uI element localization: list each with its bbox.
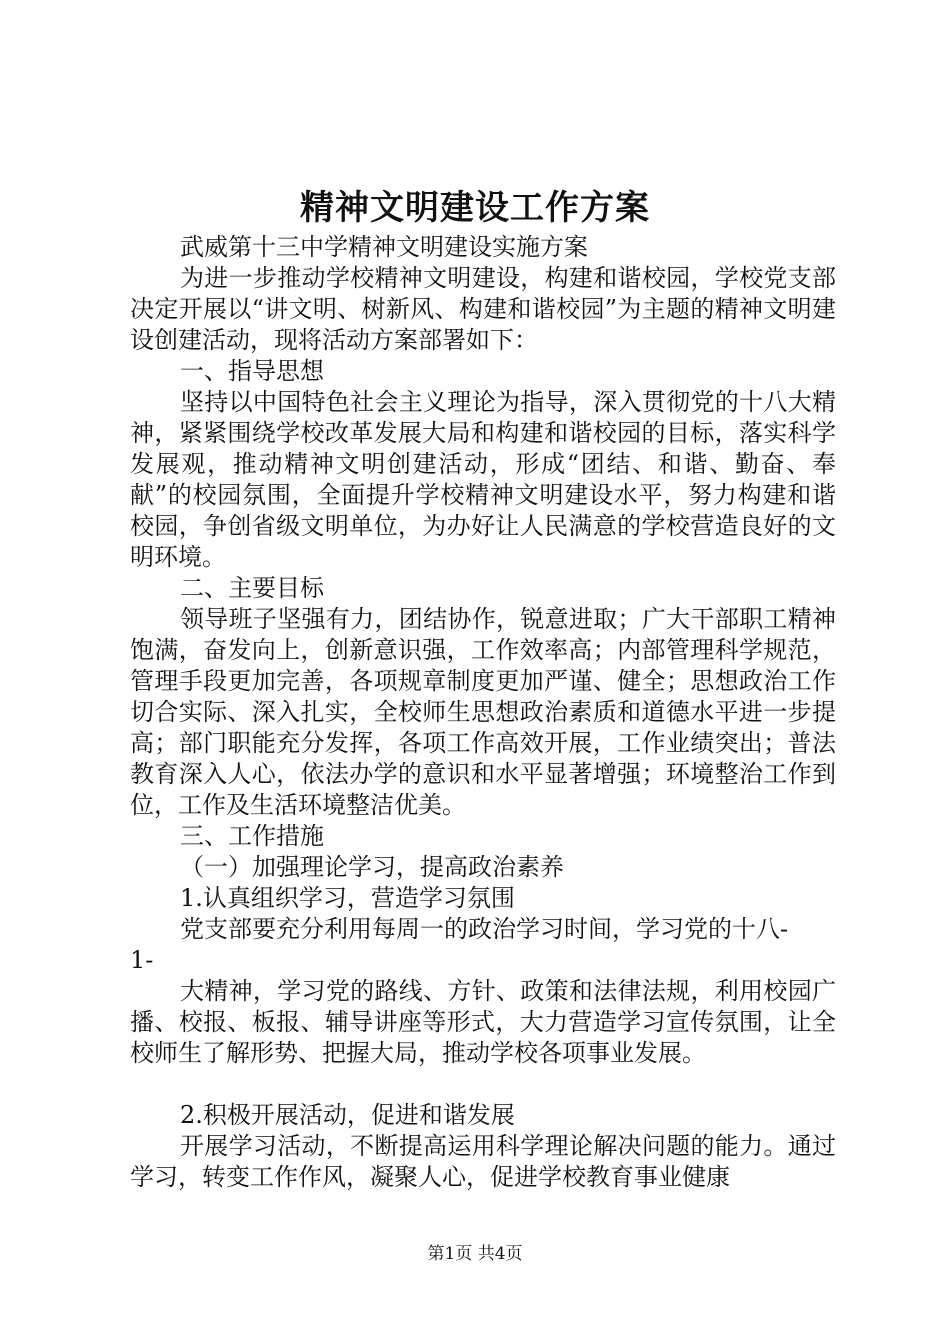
item-heading-organize-study: 1.认真组织学习，营造学习氛围: [180, 884, 515, 912]
subtitle-paragraph: 武威第十三中学精神文明建设实施方案: [180, 233, 588, 261]
main-goals-paragraph: 领导班子坚强有力，团结协作，锐意进取；广大干部职工精神饱满，奋发向上，创新意识强，工作效率高；内部管理科学规范，管理手段更加完善，各项规章制度更加严谨、健全；思想政治工作切合实际、深入扎实，全校师生思想政治素质和道德水平进一步提高；部门职能充分发挥，各项工作高效开展，工作业绩突出；普法教育深入人心，依法办学的意识和水平显著增强；环境整治工作到位，工作及生活环境整洁优美。: [130, 605, 836, 819]
guiding-ideology-paragraph: 坚持以中国特色社会主义理论为指导，深入贯彻党的十八大精神，紧紧围绕学校改革发展大局和构建和谐校园的目标，落实科学发展观，推动精神文明创建活动，形成“团结、和谐、勤奋、奉献”的校园氛围，全面提升学校精神文明建设水平，努力构建和谐校园，争创省级文明单位，为办好让人民满意的学校营造良好的文明环境。: [130, 388, 836, 571]
document-body: [130, 232, 836, 1193]
item-heading-activities: 2.积极开展活动，促进和谐发展: [180, 1101, 515, 1129]
inline-page-marker: 1-: [130, 946, 154, 974]
activities-paragraph: 开展学习活动，不断提高运用科学理论解决问题的能力。通过学习，转变工作作风，凝聚人心，促进学校教育事业健康: [130, 1132, 836, 1191]
document-title: 精神文明建设工作方案: [300, 188, 650, 228]
page-footer: 第1页 共4页: [427, 1244, 523, 1264]
section-heading-guiding-ideology: 一、指导思想: [180, 357, 324, 385]
paragraph-gap: [130, 1069, 836, 1100]
section-heading-measures: 三、工作措施: [180, 822, 324, 850]
organize-study-paragraph-start: 党支部要充分利用每周一的政治学习时间，学习党的十八-: [180, 915, 789, 943]
subsection-heading-theory-study: （一）加强理论学习，提高政治素养: [180, 853, 564, 881]
organize-study-paragraph-end: 大精神，学习党的路线、方针、政策和法律法规，利用校园广播、校报、板报、辅导讲座等形式，大力营造学习宣传氛围，让全校师生了解形势、把握大局，推动学校各项事业发展。: [130, 977, 836, 1067]
intro-paragraph: 为进一步推动学校精神文明建设，构建和谐校园，学校党支部决定开展以“讲文明、树新风、构建和谐校园”为主题的精神文明建设创建活动，现将活动方案部署如下：: [130, 264, 836, 354]
section-heading-main-goals: 二、主要目标: [180, 574, 324, 602]
